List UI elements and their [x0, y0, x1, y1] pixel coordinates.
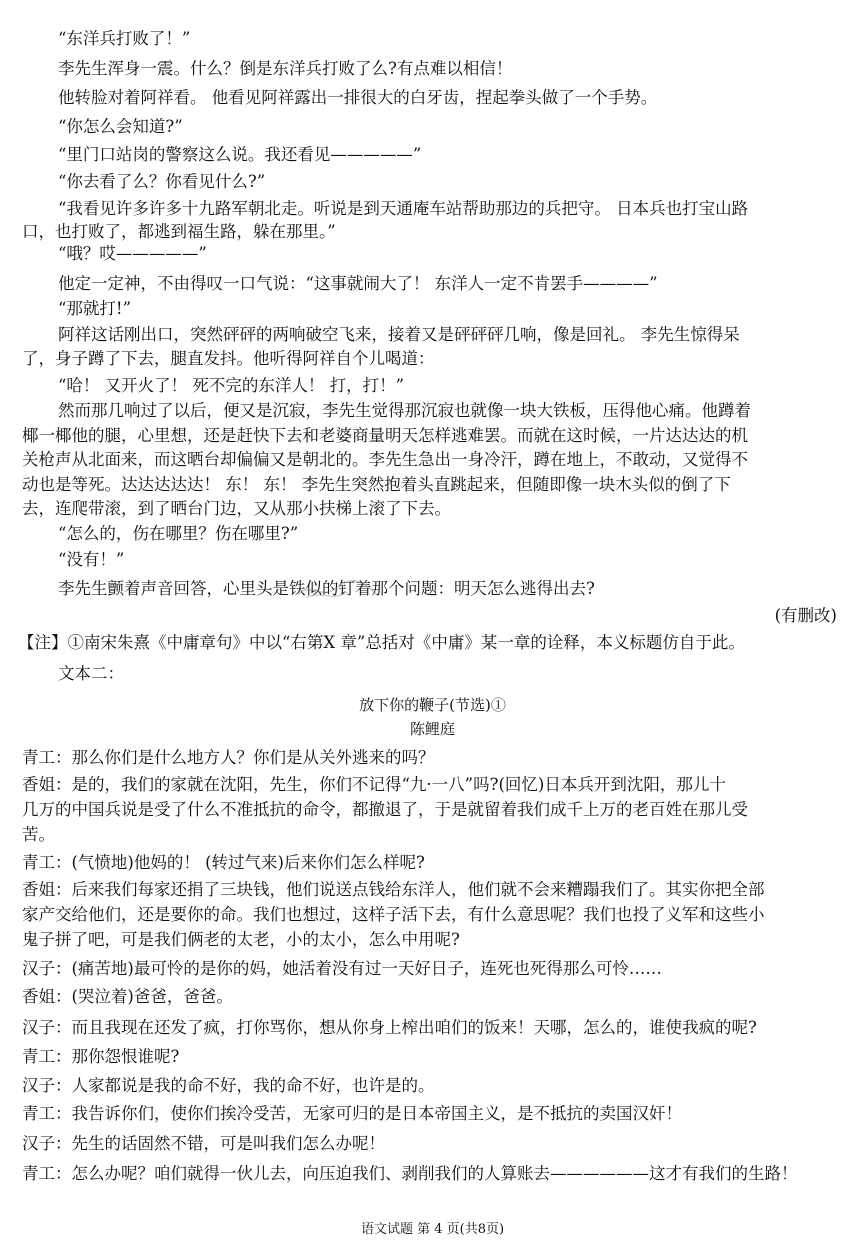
passage-line: “那就打!”	[58, 299, 132, 318]
passage-line: 关枪声从北面来，而这晒台却偏偏又是朝北的。李先生急出一身冷汗，蹲在地上，不敢动，又觉得不	[22, 450, 748, 469]
dialogue-line: 香姐：(哭泣着)爸爸，爸爸。	[22, 987, 233, 1006]
dialogue-line: 汉子：(痛苦地)最可怜的是你的妈，她活着没有过一天好日子，连死也死得那么可怜……	[22, 959, 662, 978]
dialogue-line: 汉子：而且我现在还发了疯，打你骂你，想从你身上榨出咱们的饭来！天哪，怎么的，谁使我疯的呢?	[22, 1018, 757, 1037]
dialogue-line: 鬼子拼了吧，可是我们俩老的太老，小的太小，怎么中用呢?	[22, 930, 460, 949]
dialogue-line: 苦。	[22, 825, 55, 844]
dialogue-line: 青工：(气愤地)他妈的！ (转过气来)后来你们怎么样呢?	[22, 853, 425, 872]
passage-line: “里门口站岗的警察这么说。我还看见—————”	[58, 145, 422, 164]
passage-line: “我看见许多许多十九路军朝北走。听说是到天通庵车站帮助那边的兵把守。 日本兵也打宝山路	[58, 199, 749, 218]
dialogue-line: 香姐：是的，我们的家就在沈阳，先生，你们不记得“九·一八”吗?(回忆)日本兵开到沈阳，那儿十	[22, 775, 726, 794]
passage-line: “东洋兵打败了！”	[58, 29, 191, 48]
dialogue-line: 香姐：后来我们每家还捐了三块钱，他们说送点钱给东洋人，他们就不会来糟蹋我们了。其实你把全部	[22, 880, 765, 899]
passage-line: 去，连爬带滚，到了晒台门边，又从那小扶梯上滚了下去。	[22, 499, 451, 518]
dialogue-line: 汉子：先生的话固然不错，可是叫我们怎么办呢！	[22, 1134, 385, 1153]
passage-line: 他转脸对着阿祥看。 他看见阿祥露出一排很大的白牙齿，捏起拳头做了一个手势。	[58, 88, 658, 107]
dialogue-line: 青工：怎么办呢？咱们就得一伙儿去，向压迫我们、剥削我们的人算账去——————这才有我们的生路！	[22, 1164, 798, 1183]
passage-line: 椰一椰他的腿，心里想，还是赶快下去和老婆商量明天怎样逃难罢。而就在这时候，一片达达达的机	[22, 426, 748, 445]
passage-line: 口，也打败了，都逃到福生路，躲在那里。”	[22, 222, 336, 241]
passage-line: 李先生浑身一震。什么？倒是东洋兵打败了么?有点难以相信！	[58, 59, 513, 78]
page-footer: 语文试题 第 4 页(共8页)	[360, 1222, 505, 1237]
footnote: 【注】①南宋朱熹《中庸章句》中以“右第X 章”总括对《中庸》某一章的诠释，本义标题仿自于此。	[18, 633, 745, 652]
dialogue-line: 汉子：人家都说是我的命不好，我的命不好，也许是的。	[22, 1076, 435, 1095]
dialogue-line: 青工：那你怨恨谁呢?	[22, 1047, 180, 1066]
passage-line: “哦？哎—————”	[58, 244, 207, 263]
passage-line: 然而那几响过了以后，便又是沉寂，李先生觉得那沉寂也就像一块大铁板，压得他心痛。他蹲着	[58, 401, 751, 420]
text2-label: 文本二：	[58, 664, 124, 683]
passage-line: “你去看了么？你看见什么?”	[58, 172, 266, 191]
passage-line: “怎么的，伤在哪里？伤在哪里?”	[58, 524, 299, 543]
dialogue-line: 几万的中国兵说是受了什么不准抵抗的命令，都撤退了，于是就留着我们成千上万的老百姓在那儿受	[22, 800, 748, 819]
play-author: 陈鲤庭	[409, 720, 455, 738]
passage-line: 李先生颤着声音回答，心里头是铁似的钉着那个问题：明天怎么逃得出去?	[58, 579, 595, 598]
passage-line: 阿祥这话刚出口，突然砰砰的两响破空飞来，接着又是砰砰砰几响，像是回礼。 李先生惊得呆	[58, 325, 740, 344]
passage-line: “你怎么会知道?”	[58, 117, 183, 136]
edit-note: (有删改)	[774, 606, 837, 625]
dialogue-line: 青工：我告诉你们，使你们挨冷受苦，无家可归的是日本帝国主义，是不抵抗的卖国汉奸！	[22, 1104, 682, 1123]
dialogue-line: 家产交给他们，还是要你的命。我们也想过，这样子活下去，有什么意思呢？我们也投了义军和这些小	[22, 905, 765, 924]
passage-line: “没有！”	[58, 550, 125, 569]
dialogue-line: 青工：那么你们是什么地方人？你们是从关外逃来的吗？	[22, 748, 435, 767]
passage-line: 他定一定神，不由得叹一口气说：“这事就闹大了！ 东洋人一定不肯罢手————”	[58, 274, 658, 293]
passage-line: 动也是等死。达达达达达！ 东！ 东！ 李先生突然抱着头直跳起来，但随即像一块木头似的倒了下	[22, 475, 731, 494]
play-title: 放下你的鞭子(节选)①	[359, 696, 506, 714]
passage-line: “哈！ 又开火了！ 死不完的东洋人！ 打，打！”	[58, 376, 405, 395]
passage-line: 了，身子蹲了下去，腿直发抖。他听得阿祥自个儿喝道：	[22, 349, 435, 368]
